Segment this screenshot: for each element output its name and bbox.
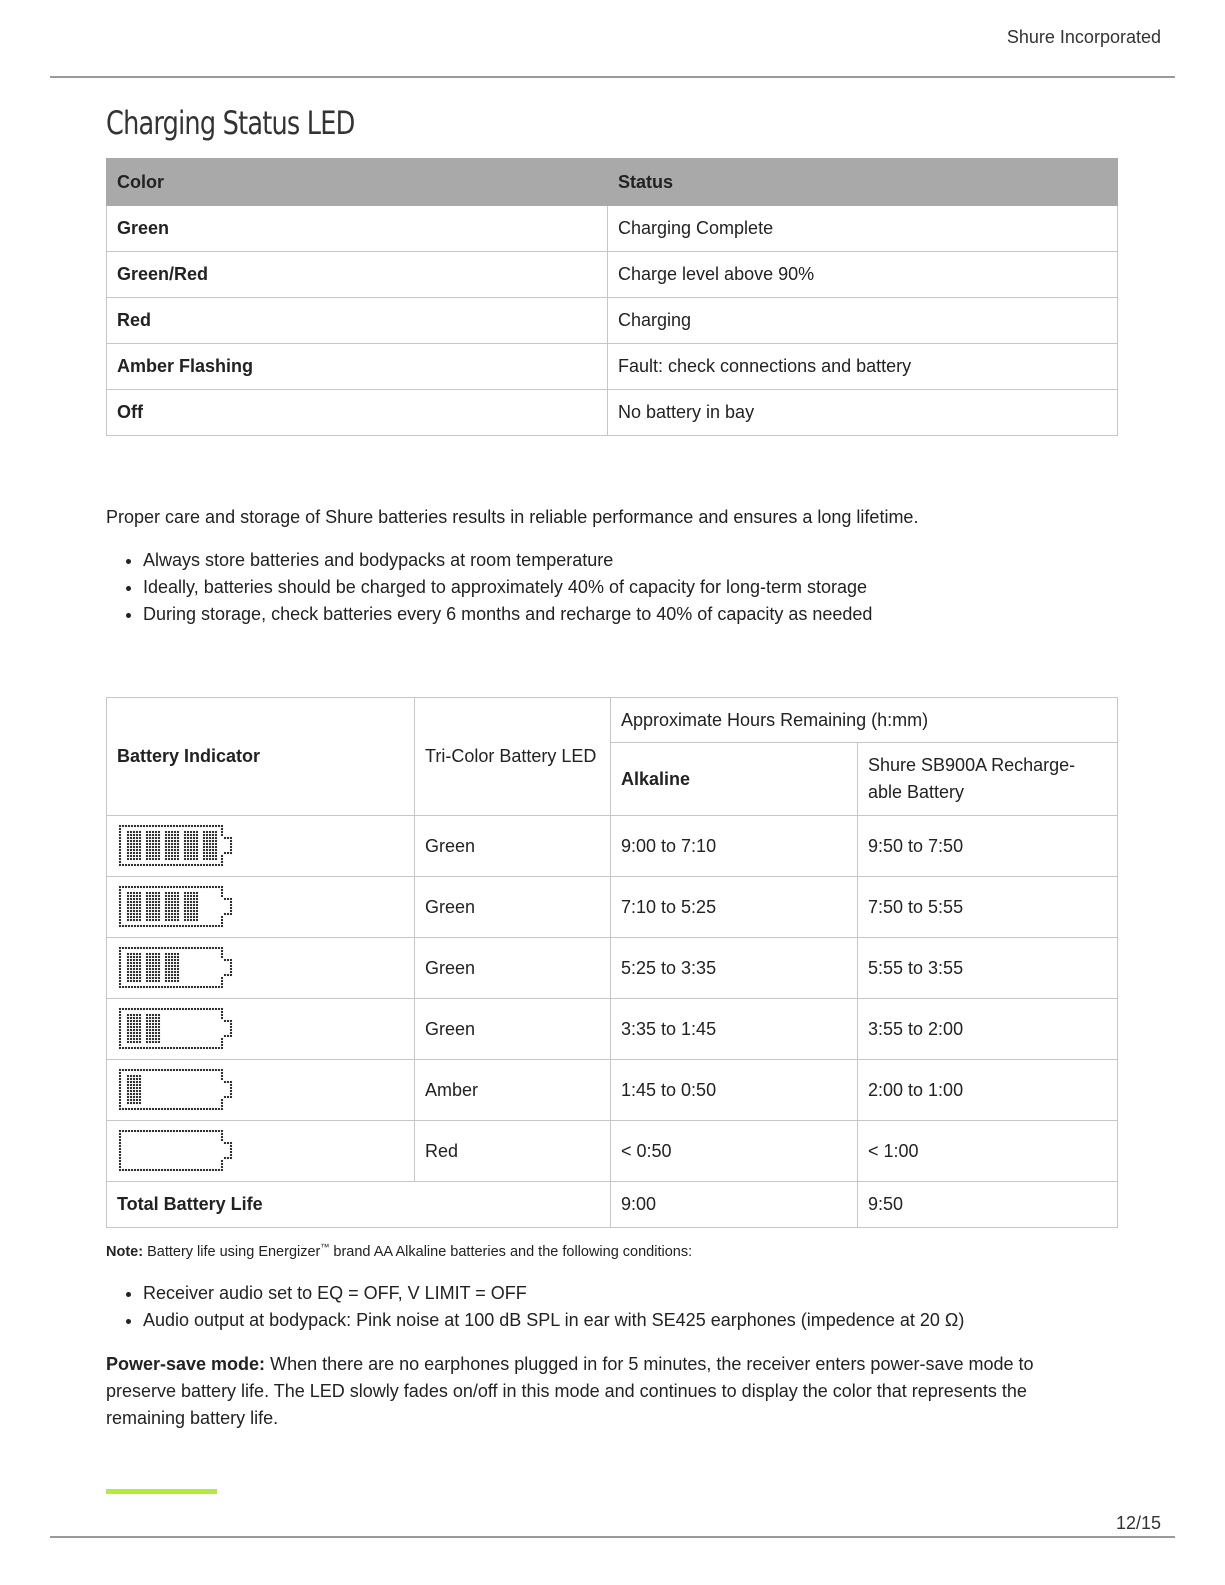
header-company: Shure Incorporated: [1006, 27, 1161, 47]
alkaline-cell: 7:10 to 5:25: [611, 877, 858, 938]
care-intro: Proper care and storage of Shure batteries results in reliable performance and ensures a long lifetime.: [106, 507, 919, 527]
battery-indicator-cell: [107, 1121, 415, 1182]
rechargeable-cell: 9:50 to 7:50: [858, 816, 1118, 877]
battery-indicator-cell: [107, 877, 415, 938]
led-color-cell: Red: [415, 1121, 611, 1182]
table-row: [107, 252, 1118, 298]
rechargeable-cell: 5:55 to 3:55: [858, 938, 1118, 999]
power-save-paragraph: [106, 1351, 1106, 1432]
total-rechargeable: 9:50: [858, 1182, 1118, 1228]
table-header-row: [107, 159, 1118, 206]
color-cell: Amber Flashing: [107, 344, 608, 390]
column-header-led: Tri-Color Battery LED: [415, 698, 611, 816]
total-alkaline: 9:00: [611, 1182, 858, 1228]
table-row: [107, 344, 1118, 390]
table-row: [107, 298, 1118, 344]
rechargeable-cell: < 1:00: [858, 1121, 1118, 1182]
status-cell: Charge level above 90%: [608, 252, 1118, 298]
status-cell: Charging Complete: [608, 206, 1118, 252]
led-color-cell: Green: [415, 999, 611, 1060]
header-divider: [50, 76, 1175, 78]
color-cell: Green/Red: [107, 252, 608, 298]
note-label: Note:: [106, 1243, 144, 1260]
total-row: [107, 1182, 1118, 1228]
trademark-symbol: ™: [320, 1242, 330, 1252]
conditions-bullet-list: [106, 1280, 964, 1334]
note: [106, 1242, 692, 1260]
note-text-before: Battery life using Energizer: [147, 1243, 321, 1260]
led-color-cell: Green: [415, 877, 611, 938]
list-item: • Receiver audio set to EQ = OFF, V LIMIT = OFF: [143, 1280, 964, 1307]
footer-divider: [50, 1536, 1175, 1538]
charging-status-table: [106, 158, 1118, 436]
battery-level-icon: [117, 1067, 404, 1113]
status-cell: No battery in bay: [608, 390, 1118, 436]
table-row: [107, 206, 1118, 252]
total-label: Total Battery Life: [107, 1182, 611, 1228]
note-text-after: brand AA Alkaline batteries and the following conditions:: [333, 1243, 693, 1260]
column-header-hours: Approximate Hours Remaining (h:mm): [611, 698, 1118, 743]
battery-indicator-cell: [107, 999, 415, 1060]
table-row: [107, 390, 1118, 436]
rechargeable-cell: 3:55 to 2:00: [858, 999, 1118, 1060]
table-row: [107, 877, 1118, 938]
table-row: [107, 938, 1118, 999]
alkaline-cell: 9:00 to 7:10: [611, 816, 858, 877]
power-save-text: When there are no earphones plugged in for 5 minutes, the receiver enters power-save mode to preserve battery life. The LED slowly fades on/off in this mode and continues to display the color that represents the remaining battery life.: [106, 1354, 1034, 1428]
battery-indicator-cell: [107, 816, 415, 877]
list-item: • During storage, check batteries every 6 months and recharge to 40% of capacity as needed: [143, 601, 872, 628]
list-item: • Audio output at bodypack: Pink noise at 100 dB SPL in ear with SE425 earphones (impedence at 20 Ω): [143, 1307, 964, 1334]
battery-life-table: [106, 697, 1118, 1228]
page-number: 12/15: [1115, 1513, 1161, 1533]
alkaline-cell: < 0:50: [611, 1121, 858, 1182]
column-header-status: Status: [608, 159, 1118, 206]
power-save-label: Power-save mode:: [106, 1354, 266, 1374]
list-item: • Always store batteries and bodypacks at room temperature: [143, 547, 872, 574]
care-bullet-list: [106, 547, 872, 628]
rechargeable-cell: 7:50 to 5:55: [858, 877, 1118, 938]
column-header-rechargeable: Shure SB900A Recharge- able Battery: [858, 743, 1118, 816]
accent-bar: [106, 1489, 217, 1494]
battery-level-icon: [117, 884, 404, 930]
column-header-alkaline: Alkaline: [611, 743, 858, 816]
status-cell: Charging: [608, 298, 1118, 344]
battery-level-icon: [117, 945, 404, 991]
table-row: [107, 816, 1118, 877]
led-color-cell: Green: [415, 816, 611, 877]
status-cell: Fault: check connections and battery: [608, 344, 1118, 390]
table-header-row: [107, 698, 1118, 743]
column-header-battery-indicator: Battery Indicator: [107, 698, 415, 816]
column-header-color: Color: [107, 159, 608, 206]
battery-level-icon: [117, 1128, 404, 1174]
section-title: Charging Status LED: [106, 104, 355, 142]
color-cell: Red: [107, 298, 608, 344]
alkaline-cell: 5:25 to 3:35: [611, 938, 858, 999]
color-cell: Green: [107, 206, 608, 252]
color-cell: Off: [107, 390, 608, 436]
table-row: [107, 999, 1118, 1060]
led-color-cell: Green: [415, 938, 611, 999]
table-row: [107, 1121, 1118, 1182]
table-row: [107, 1060, 1118, 1121]
battery-level-icon: [117, 1006, 404, 1052]
rechargeable-cell: 2:00 to 1:00: [858, 1060, 1118, 1121]
battery-indicator-cell: [107, 938, 415, 999]
battery-indicator-cell: [107, 1060, 415, 1121]
battery-level-icon: [117, 823, 404, 869]
led-color-cell: Amber: [415, 1060, 611, 1121]
alkaline-cell: 1:45 to 0:50: [611, 1060, 858, 1121]
alkaline-cell: 3:35 to 1:45: [611, 999, 858, 1060]
list-item: • Ideally, batteries should be charged to approximately 40% of capacity for long-term storage: [143, 574, 872, 601]
